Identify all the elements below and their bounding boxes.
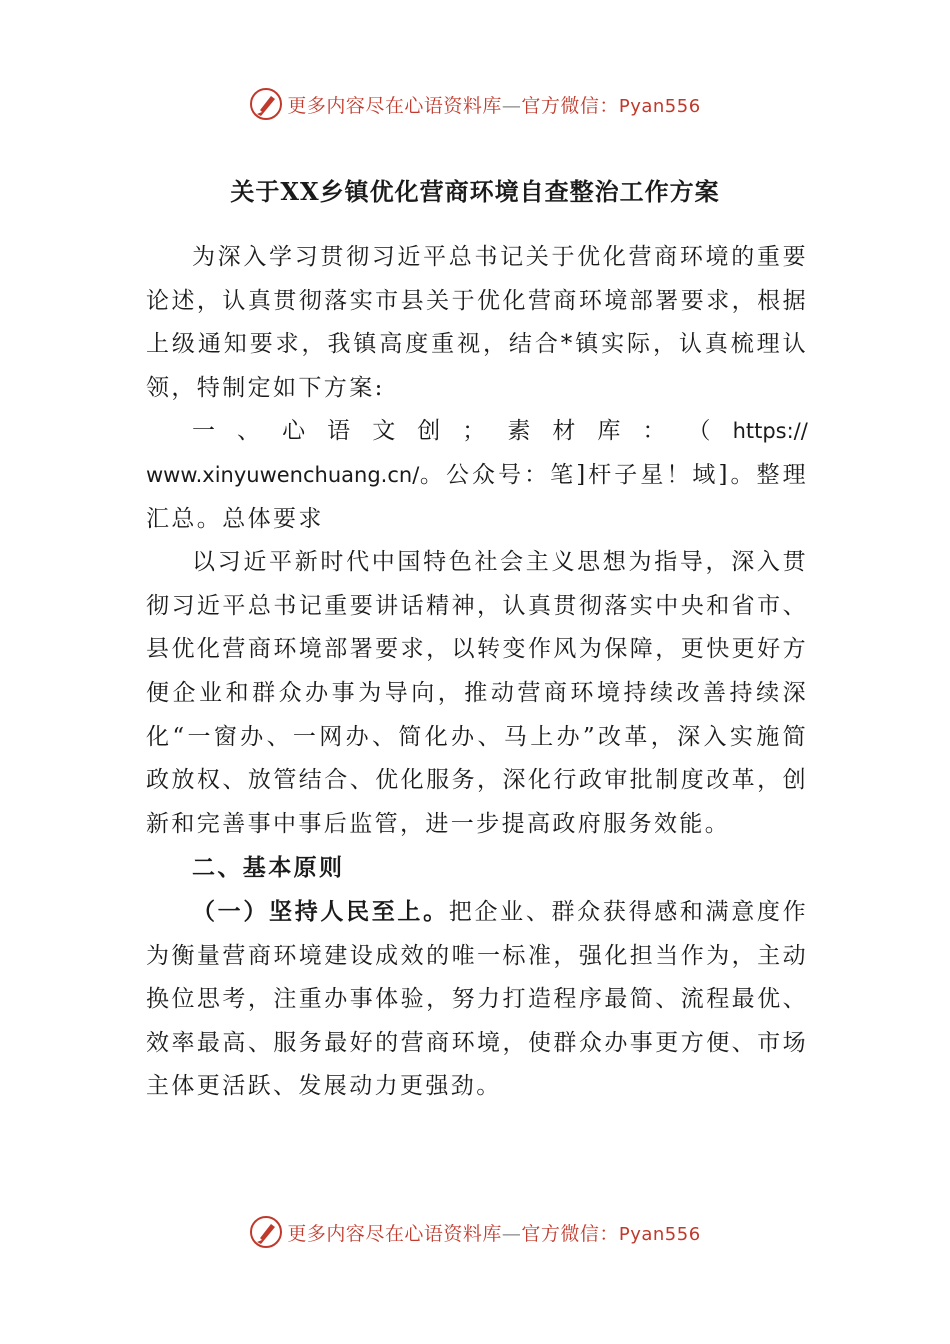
section-heading-principles: 二、基本原则 <box>192 854 345 882</box>
spaced-char: 语 <box>327 418 353 445</box>
header-banner-dash: — <box>501 94 522 117</box>
footer-banner-main: 更多内容尽在心语资料库 <box>287 1222 502 1245</box>
spaced-char: 心 <box>282 418 308 445</box>
header-banner-text <box>287 91 700 118</box>
pen-logo-icon <box>249 1215 283 1249</box>
footer-banner-sub: 官方微信： <box>521 1222 619 1245</box>
spaced-char: 材 <box>552 418 578 445</box>
url-part-1[interactable]: https:// <box>732 419 808 444</box>
header-banner-sub: 官方微信： <box>521 94 619 117</box>
header-banner <box>0 84 950 124</box>
document-body <box>146 236 808 1109</box>
spaced-char: 一 <box>192 418 218 445</box>
spaced-char: 文 <box>372 418 398 445</box>
spaced-char: ； <box>462 418 488 445</box>
pen-logo-icon <box>249 87 283 121</box>
header-banner-main: 更多内容尽在心语资料库 <box>287 94 502 117</box>
spaced-char: （ <box>687 418 713 445</box>
spaced-char: 素 <box>507 418 533 445</box>
url-part-2[interactable]: www.xinyuwenchuang.cn/ <box>146 462 420 487</box>
footer-wechat-id: Pyan556 <box>618 1223 701 1245</box>
footer-banner <box>0 1212 950 1252</box>
document-title: 关于XX乡镇优化营商环境自查整治工作方案 <box>230 177 720 206</box>
principle-1-lead: （一）坚持人民至上。 <box>192 897 449 925</box>
spaced-char: 创 <box>417 418 443 445</box>
paragraph-principle-1 <box>146 890 808 1109</box>
footer-banner-text <box>287 1219 700 1246</box>
paragraph-intro: 为深入学习贯彻习近平总书记关于优化营商环境的重要论述，认真贯彻落实市县关于优化营商环境部署要求，根据上级通知要求，我镇高度重视，结合*镇实际，认真梳理认领，特制定如下方案: <box>146 244 808 401</box>
principle-1-body: 把企业、群众获得感和满意度作为衡量营商环境建设成效的唯一标准，强化担当作为，主动换位思考，注重办事体验，努力打造程序最简、流程最优、效率最高、服务最好的营商环境，使群众办事更方便、市场主体更活跃、发展动力更强劲。 <box>146 898 808 1100</box>
footer-banner-dash: — <box>501 1222 522 1245</box>
paragraph-requirements: 以习近平新时代中国特色社会主义思想为指导，深入贯彻习近平总书记重要讲话精神，认真贯彻落实中央和省市、县优化营商环境部署要求，以转变作风为保障，更快更好方便企业和群众办事为导向，推动营商环境持续改善持续深化“一窗办、一网办、简化办、马上办”改革，深入实施简政放权、放管结合、优化服务，深化行政审批制度改革，创新和完善事中事后监管，进一步提高政府服务效能。 <box>146 549 808 837</box>
url-note: 。公众号：笔]杆子星！域]。整理汇总。总体要求 <box>146 461 808 532</box>
spaced-char: 库 <box>597 418 623 445</box>
url-note-line <box>146 454 808 541</box>
header-wechat-id: Pyan556 <box>618 95 701 117</box>
spaced-char: 、 <box>237 418 263 445</box>
spaced-char: ： <box>642 418 668 445</box>
spaced-line <box>146 410 808 454</box>
